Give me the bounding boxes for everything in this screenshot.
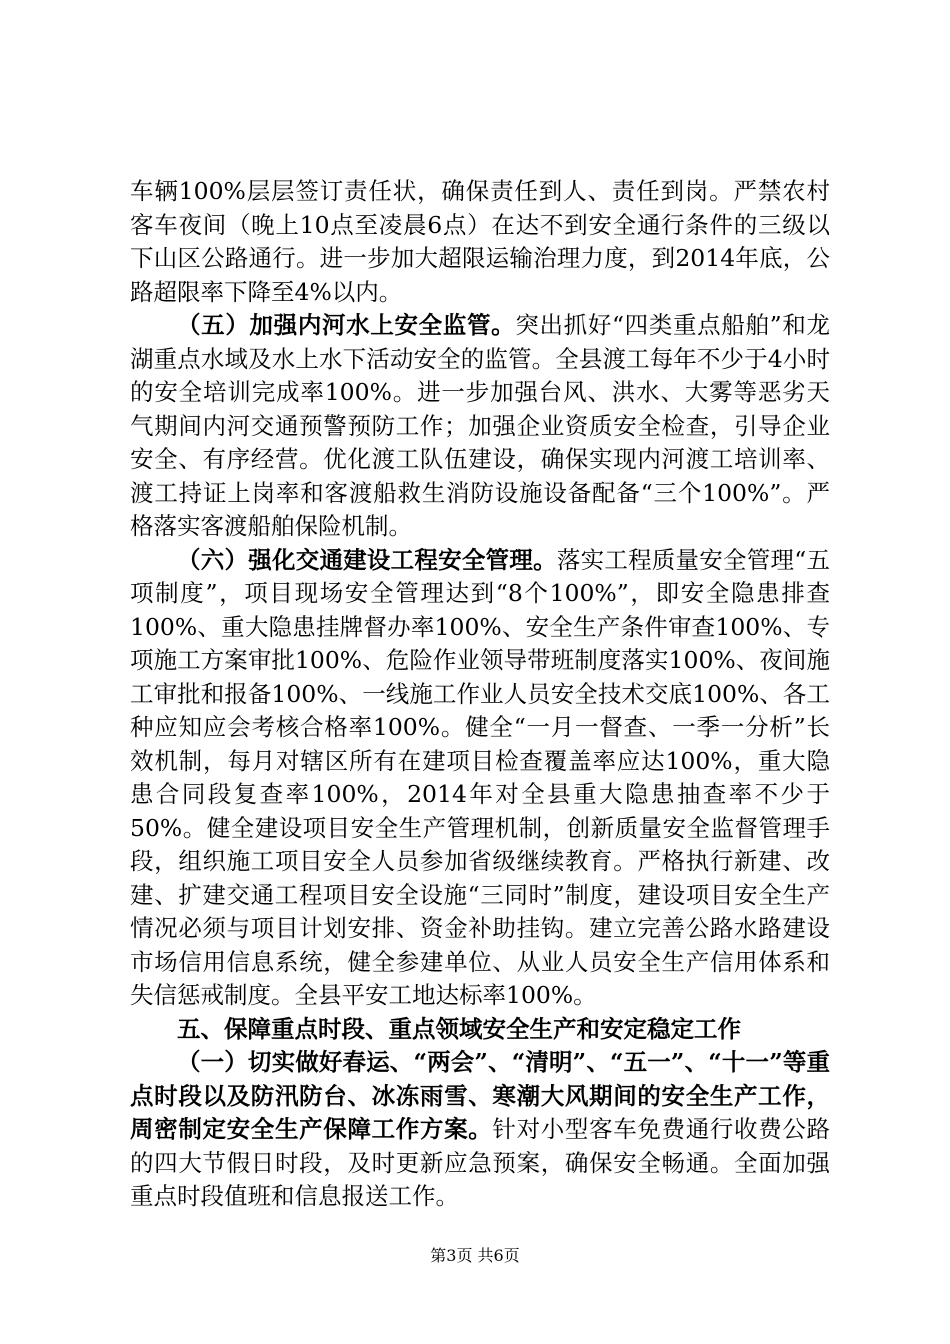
paragraph-key-periods <box>130 1046 830 1214</box>
paragraph-continuation <box>130 175 830 309</box>
page-footer: 第3页 共6页 <box>430 1246 520 1265</box>
paragraph-heading: （六）强化交通建设工程安全管理。 <box>177 545 557 574</box>
document-body <box>130 175 830 1214</box>
paragraph-heading: （五）加强内河水上安全监管。 <box>177 311 516 339</box>
section-heading <box>130 1013 830 1047</box>
paragraph-text: 车辆100%层层签订责任状，确保责任到人、责任到岗。严禁农村客车夜间（晚上10点至凌晨6点）在达不到安全通行条件的三级以下山区公路通行。进一步加大超限运输治理力度，到2014年底，公路超限率下降至4%以内。 <box>130 177 830 306</box>
paragraph-heading: （一）切实做好春运、“两会”、“清明”、“五一”、“十一”等重点时段以及防汛防台、冰冻雨雪、寒潮大风期间的安全生产工作，周密制定安全生产保障工作方案。 <box>130 1048 830 1143</box>
section-heading-text: 五、保障重点时段、重点领域安全生产和安定稳定工作 <box>177 1014 741 1043</box>
paragraph-text: 突出抓好“四类重点船舶”和龙湖重点水域及水上水下活动安全的监管。全县渡工每年不少于4小时的安全培训完成率100%。进一步加强台风、洪水、大雾等恶劣天气期间内河交通预警预防工作；加强企业资质安全检查，引导企业安全、有序经营。优化渡工队伍建设，确保实现内河渡工培训率、渡工持证上岗率和客渡船救生消防设施设备配备“三个100%”。严格落实客渡船舶保险机制。 <box>130 311 831 540</box>
paragraph-construction-safety <box>130 544 830 1013</box>
paragraph-inland-water-safety <box>130 309 830 544</box>
paragraph-text: 针对小型客车免费通行收费公路的四大节假日时段，及时更新应急预案，确保安全畅通。全面加强重点时段值班和信息报送工作。 <box>130 1115 831 1210</box>
paragraph-text: 落实工程质量安全管理“五项制度”，项目现场安全管理达到“8个100%”，即安全隐患排查100%、重大隐患挂牌督办率100%、安全生产条件审查100%、专项施工方案审批100%、危险作业领导带班制度落实100%、夜间施工审批和报备100%、一线施工作业人员安全技术交底100%、各工种应知应会考核合格率100%。健全“一月一督查、一季一分析”长效机制，每月对辖区所有在建项目检查覆盖率应达100%，重大隐患合同段复查率100%，2014年对全县重大隐患抽查率不少于50%。健全建设项目安全生产管理机制，创新质量安全监督管理手段，组织施工项目安全人员参加省级继续教育。严格执行新建、改建、扩建交通工程项目安全设施“三同时”制度，建设项目安全生产情况必须与项目计划安排、资金补助挂钩。建立完善公路水路建设市场信用信息系统，健全参建单位、从业人员安全生产信用体系和失信惩戒制度。全县平安工地达标率100%。 <box>130 545 830 1009</box>
